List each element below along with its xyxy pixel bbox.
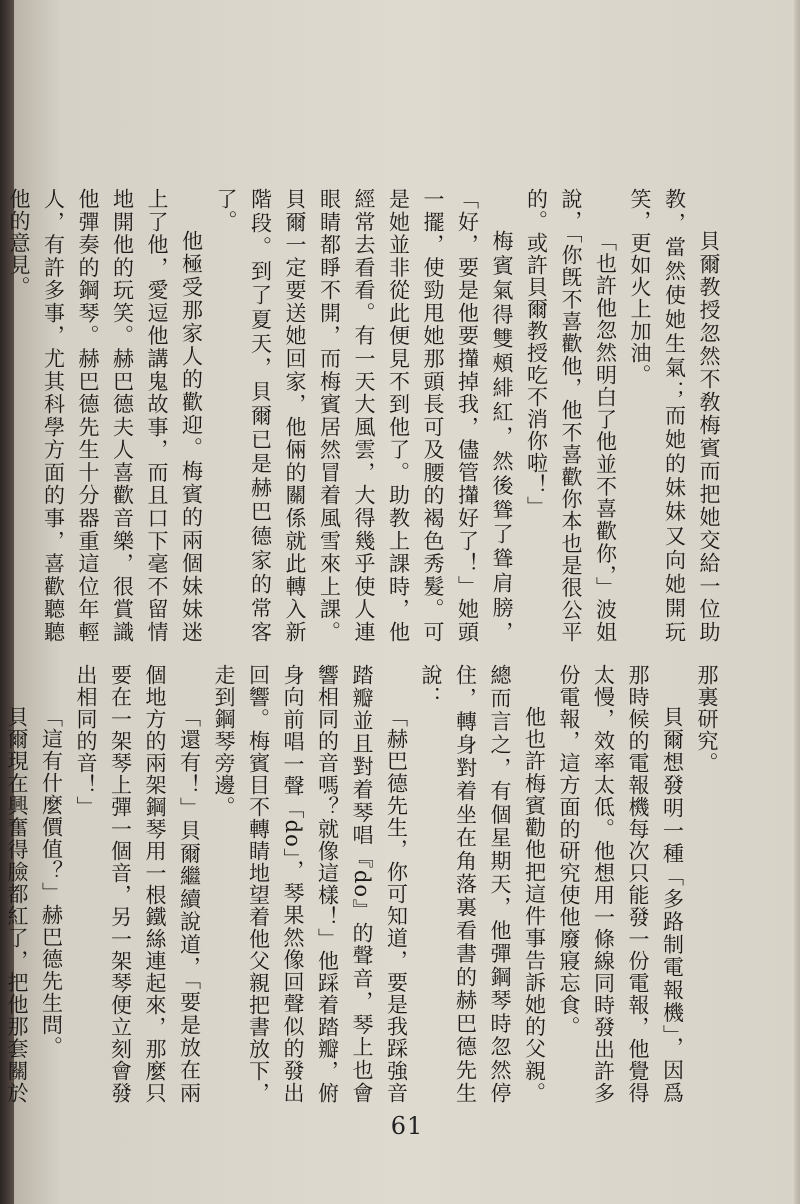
paragraph: 那裏研究。 <box>695 664 719 774</box>
paragraph: 貝爾想發明一種「多路制電報機」，因爲那時候的電報機每次只能發一份電報，他覺得太慢，效率太低。他想用一條線同時發出許多份電報，這方面的研究使他廢寢忘食。 <box>557 664 685 1104</box>
paragraph: 「赫巴德先生，你可知道，要是我踩強音踏瓣並且對着琴唱『do』的聲音，琴上也會響相同的音嗎？就像這樣！」他踩着踏瓣，俯身向前唱一聲「do」，琴果然像回聲似的發出回響。梅賓目不轉睛地望着他父親把書放下，走到鋼琴旁邊。 <box>212 664 409 1104</box>
paragraph: 「這有什麼價值？」赫巴德先生問。 <box>39 706 64 1058</box>
paragraph: 貝爾現在興奮得臉都紅了，把他那套關於 <box>5 706 29 1104</box>
paragraph: 梅賓氣得雙頰緋紅，然後聳了聳肩膀，「好，要是他要攆掉我，儘管攆好了！」她頭一擺，使勁甩她那頭長可及腰的褐色秀髮。可是她並非從此便見不到他了。助教上課時，他經常去看看。有一天大風雲，大得幾乎使人連眼睛都睜不開，而梅賓居然冒着風雪來上課。貝爾一定要送她回家，他倆的關係就此轉入新階段。到了夏天，貝爾已是赫巴德家的常客了。 <box>214 188 514 643</box>
paragraph <box>0 188 2 643</box>
book-page <box>5 0 800 1204</box>
paragraph: 「還有！」貝爾繼續說道，「要是放在兩個地方的兩架鋼琴用一根鐵絲連起來，那麼只要在一架琴上彈一個音，另一架琴便立刻會發出相同的音！」 <box>74 664 202 1104</box>
page-number: 61 <box>390 1112 424 1140</box>
paragraph: 「也許他忽然明白了他並不喜歡你，」波姐說，「你旣不喜歡他，他不喜歡你本也是很公平的。或許貝爾教授吃不消你啦！」 <box>524 188 618 643</box>
paragraph: 他也許梅賓勸他把這件事告訴她的父親。總而言之，有個星期天，他彈鋼琴時忽然停住，轉身對着坐在角落裏看書的赫巴德先生說： <box>419 664 547 1104</box>
upper-text-block <box>7 188 726 643</box>
lower-text-block <box>5 664 724 1104</box>
page-edge <box>794 0 800 1204</box>
paragraph: 貝爾教授忽然不敎梅賓而把她交給一位助教，當然使她生氣；而她的妹妹又向她開玩笑，更如火上加油。 <box>628 188 721 643</box>
paragraph: 他極受那家人的歡迎。梅賓的兩個妹妹迷上了他，愛逗他講鬼故事，而且口下毫不留情地開他的玩笑。赫巴德夫人喜歡音樂，很賞識他彈奏的鋼琴。赫巴德先生十分器重這位年輕人，有許多事，尤其科學方面的事，喜歡聽聽他的意見。 <box>7 188 204 643</box>
